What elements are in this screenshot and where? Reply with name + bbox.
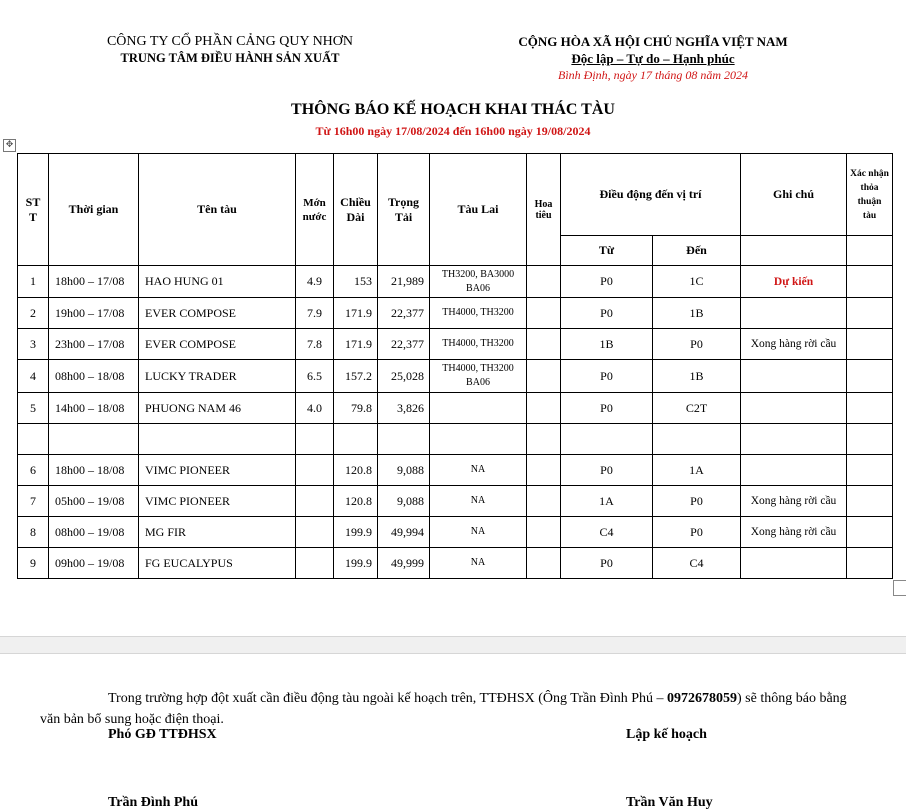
cell-confirm xyxy=(847,329,893,360)
cell-tonnage: 21,989 xyxy=(378,266,430,298)
cell-tug: NA xyxy=(430,486,527,517)
cell-draft: 7.8 xyxy=(296,329,334,360)
nation-header xyxy=(488,34,818,83)
cell-from: P0 xyxy=(561,360,653,393)
cell-tonnage: 49,999 xyxy=(378,548,430,579)
cell-draft: 4.0 xyxy=(296,393,334,424)
cell-tug: TH4000, TH3200 xyxy=(430,298,527,329)
header-length: Chiều Dài xyxy=(334,154,378,266)
header-note: Ghi chú xyxy=(741,154,847,236)
cell-stt: 9 xyxy=(18,548,49,579)
cell-length: 171.9 xyxy=(334,298,378,329)
cell-length: 171.9 xyxy=(334,329,378,360)
cell-vessel: MG FIR xyxy=(139,517,296,548)
note-text-pre: Trong trường hợp đột xuất cần điều động tàu ngoài kế hoạch trên, TTĐHSX (Ông Trần Đình Phú – xyxy=(108,691,668,706)
cell-to: C2T xyxy=(653,393,741,424)
table-row xyxy=(18,486,893,517)
cell-from: P0 xyxy=(561,548,653,579)
cell-vessel xyxy=(139,424,296,455)
cell-stt: 5 xyxy=(18,393,49,424)
cell-tonnage: 9,088 xyxy=(378,455,430,486)
cell-tug: TH4000, TH3200 xyxy=(430,329,527,360)
page-break xyxy=(0,636,906,654)
cell-confirm xyxy=(847,424,893,455)
cell-confirm xyxy=(847,455,893,486)
vessel-plan-table xyxy=(17,153,893,579)
header-from: Từ xyxy=(561,236,653,266)
cell-note xyxy=(741,548,847,579)
cell-tug: NA xyxy=(430,455,527,486)
cell-pilot xyxy=(527,360,561,393)
cell-confirm xyxy=(847,486,893,517)
cell-tug xyxy=(430,393,527,424)
cell-confirm xyxy=(847,298,893,329)
header-draft: Mớn nước xyxy=(296,154,334,266)
document-title: THÔNG BÁO KẾ HOẠCH KHAI THÁC TÀU xyxy=(291,101,615,118)
signer-left-title: Phó GĐ TTĐHSX xyxy=(108,727,217,742)
table-row xyxy=(18,548,893,579)
cell-vessel: VIMC PIONEER xyxy=(139,455,296,486)
cell-tonnage: 22,377 xyxy=(378,329,430,360)
table-row xyxy=(18,329,893,360)
cell-time: 08h00 – 18/08 xyxy=(49,360,139,393)
cell-to: P0 xyxy=(653,329,741,360)
cell-note xyxy=(741,298,847,329)
cell-from: P0 xyxy=(561,393,653,424)
cell-confirm xyxy=(847,548,893,579)
company-name: CÔNG TY CỔ PHẦN CẢNG QUY NHƠN xyxy=(106,34,354,49)
cell-time: 09h00 – 19/08 xyxy=(49,548,139,579)
table-row xyxy=(18,393,893,424)
cell-tug xyxy=(430,424,527,455)
cell-draft xyxy=(296,548,334,579)
cell-pilot xyxy=(527,517,561,548)
footer-note xyxy=(40,688,870,730)
cell-tonnage xyxy=(378,424,430,455)
cell-stt: 2 xyxy=(18,298,49,329)
signer-left-name: Trần Đình Phú xyxy=(108,795,198,810)
signer-right-title: Lập kế hoạch xyxy=(626,727,707,742)
cell-confirm xyxy=(847,517,893,548)
cell-vessel: EVER COMPOSE xyxy=(139,298,296,329)
table-body xyxy=(18,266,893,579)
cell-time xyxy=(49,424,139,455)
cell-time: 19h00 – 17/08 xyxy=(49,298,139,329)
cell-length: 120.8 xyxy=(334,486,378,517)
document-subtitle: Từ 16h00 ngày 17/08/2024 đến 16h00 ngày 19/08/2024 xyxy=(315,124,591,138)
cell-pilot xyxy=(527,329,561,360)
cell-time: 18h00 – 17/08 xyxy=(49,266,139,298)
cell-vessel: EVER COMPOSE xyxy=(139,329,296,360)
cell-stt: 7 xyxy=(18,486,49,517)
cell-note: Dự kiến xyxy=(741,266,847,298)
cell-from: 1B xyxy=(561,329,653,360)
cell-time: 18h00 – 18/08 xyxy=(49,455,139,486)
header-time: Thời gian xyxy=(49,154,139,266)
cell-tug: TH3200, BA3000 BA06 xyxy=(430,266,527,298)
note-text-post: ) sẽ thông báo bằng văn bản bổ sung hoặc điện thoại. xyxy=(40,691,847,727)
cell-note: Xong hàng rời cầu xyxy=(741,329,847,360)
cell-note xyxy=(741,424,847,455)
header-confirm-sub xyxy=(847,236,893,266)
cell-from: P0 xyxy=(561,298,653,329)
cell-time: 14h00 – 18/08 xyxy=(49,393,139,424)
cell-draft: 6.5 xyxy=(296,360,334,393)
place-date: Bình Định, ngày 17 tháng 08 năm 2024 xyxy=(558,68,748,82)
cell-length: 79.8 xyxy=(334,393,378,424)
cell-to: P0 xyxy=(653,517,741,548)
cell-draft: 7.9 xyxy=(296,298,334,329)
table-row xyxy=(18,455,893,486)
cell-vessel: HAO HUNG 01 xyxy=(139,266,296,298)
header-note-sub xyxy=(741,236,847,266)
header-to: Đến xyxy=(653,236,741,266)
cell-draft xyxy=(296,486,334,517)
table-row xyxy=(18,298,893,329)
cell-from: 1A xyxy=(561,486,653,517)
cell-to: 1A xyxy=(653,455,741,486)
table-row xyxy=(18,266,893,298)
cell-from: P0 xyxy=(561,266,653,298)
table-row xyxy=(18,360,893,393)
table-header-row xyxy=(18,154,893,236)
nation-name: CỘNG HÒA XÃ HỘI CHỦ NGHĨA VIỆT NAM xyxy=(518,34,788,49)
table-row xyxy=(18,517,893,548)
cell-pilot xyxy=(527,424,561,455)
cell-to: 1C xyxy=(653,266,741,298)
header-stt: ST T xyxy=(18,154,49,266)
header-pilot: Hoa tiêu xyxy=(527,154,561,266)
cell-to: 1B xyxy=(653,360,741,393)
cell-to xyxy=(653,424,741,455)
cell-length: 199.9 xyxy=(334,548,378,579)
cell-note: Xong hàng rời cầu xyxy=(741,486,847,517)
cell-pilot xyxy=(527,266,561,298)
header-shift: Điều động đến vị trí xyxy=(561,154,741,236)
cell-pilot xyxy=(527,393,561,424)
cell-pilot xyxy=(527,455,561,486)
signer-right-name: Trần Văn Huy xyxy=(626,795,713,810)
cell-length: 199.9 xyxy=(334,517,378,548)
cell-draft: 4.9 xyxy=(296,266,334,298)
cell-tug: NA xyxy=(430,517,527,548)
header-vessel: Tên tàu xyxy=(139,154,296,266)
cell-length: 120.8 xyxy=(334,455,378,486)
cell-stt: 3 xyxy=(18,329,49,360)
cell-tonnage: 25,028 xyxy=(378,360,430,393)
cell-stt xyxy=(18,424,49,455)
cell-stt: 6 xyxy=(18,455,49,486)
header-confirm: Xác nhận thỏa thuận tàu xyxy=(847,154,893,236)
table-row xyxy=(18,424,893,455)
cell-tonnage: 9,088 xyxy=(378,486,430,517)
cell-tonnage: 22,377 xyxy=(378,298,430,329)
company-header xyxy=(60,34,400,66)
header-tonnage: Trọng Tải xyxy=(378,154,430,266)
cell-tonnage: 3,826 xyxy=(378,393,430,424)
cell-length: 157.2 xyxy=(334,360,378,393)
cell-length: 153 xyxy=(334,266,378,298)
cell-stt: 4 xyxy=(18,360,49,393)
cell-tug: NA xyxy=(430,548,527,579)
move-handle-icon[interactable]: ✥ xyxy=(3,139,16,152)
cell-to: P0 xyxy=(653,486,741,517)
cell-confirm xyxy=(847,393,893,424)
cell-tonnage: 49,994 xyxy=(378,517,430,548)
cell-from: P0 xyxy=(561,455,653,486)
cell-from: C4 xyxy=(561,517,653,548)
cell-to: 1B xyxy=(653,298,741,329)
cell-vessel: VIMC PIONEER xyxy=(139,486,296,517)
cell-stt: 8 xyxy=(18,517,49,548)
cell-tug: TH4000, TH3200 BA06 xyxy=(430,360,527,393)
cell-note: Xong hàng rời cầu xyxy=(741,517,847,548)
cell-time: 08h00 – 19/08 xyxy=(49,517,139,548)
cell-note xyxy=(741,455,847,486)
cell-vessel: FG EUCALYPUS xyxy=(139,548,296,579)
department-name: TRUNG TÂM ĐIỀU HÀNH SẢN XUẤT xyxy=(120,51,340,65)
cell-confirm xyxy=(847,266,893,298)
cell-confirm xyxy=(847,360,893,393)
note-phone: 0972678059 xyxy=(667,691,738,706)
cell-time: 05h00 – 19/08 xyxy=(49,486,139,517)
cell-pilot xyxy=(527,486,561,517)
cell-note xyxy=(741,360,847,393)
cell-note xyxy=(741,393,847,424)
cell-time: 23h00 – 17/08 xyxy=(49,329,139,360)
header-tug: Tàu Lai xyxy=(430,154,527,266)
page-edge-box xyxy=(893,580,906,596)
nation-motto: Độc lập – Tự do – Hạnh phúc xyxy=(571,51,735,66)
cell-pilot xyxy=(527,298,561,329)
cell-length xyxy=(334,424,378,455)
cell-draft xyxy=(296,424,334,455)
cell-draft xyxy=(296,517,334,548)
cell-vessel: PHUONG NAM 46 xyxy=(139,393,296,424)
cell-vessel: LUCKY TRADER xyxy=(139,360,296,393)
cell-stt: 1 xyxy=(18,266,49,298)
cell-from xyxy=(561,424,653,455)
cell-draft xyxy=(296,455,334,486)
cell-pilot xyxy=(527,548,561,579)
cell-to: C4 xyxy=(653,548,741,579)
